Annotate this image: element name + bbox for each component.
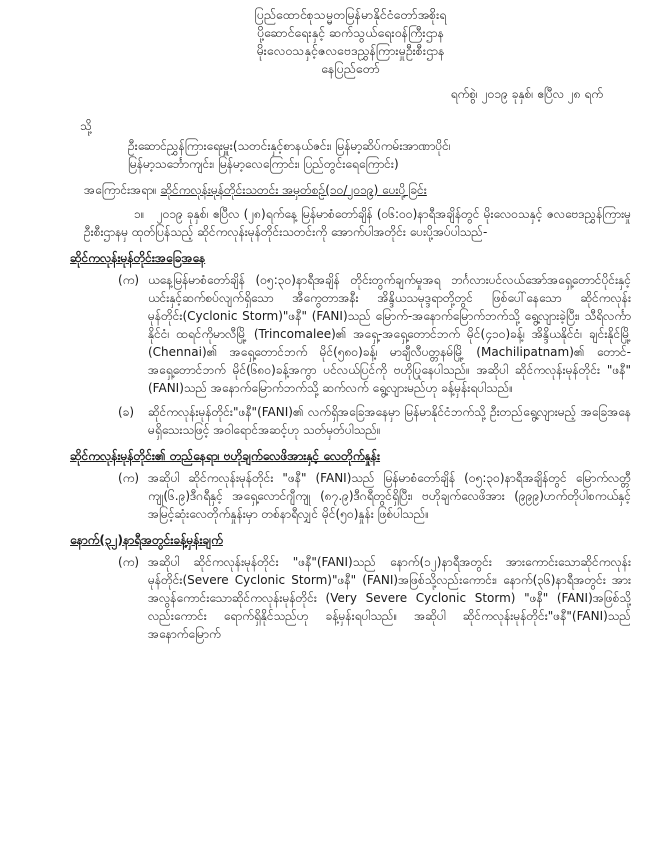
section-title-forecast: နောက်(၃၂)နာရီအတွင်းခန့်မှန်းချက် [70, 532, 223, 547]
subject-text: ဆိုင်ကလုန်းမုန်တိုင်းသတင်း အမှတ်စဉ်(၁၀/၂၀၁၉) ပေးပို့ခြင်း [160, 182, 427, 197]
to-label: သို့ [80, 118, 92, 133]
letter-date: ရက်စွဲ၊ ၂၀၁၉ ခုနှစ်၊ ဧပြီလ ၂၈ ရက် [450, 86, 603, 101]
item-number: (ခ) [118, 404, 135, 419]
section-title-position: ဆိုင်ကလုန်းမုန်တိုင်း၏ တည်နေရာ၊ ဗဟိုချက်လေဖိအားနှင့် လေတိုက်နှုန်း [70, 448, 381, 463]
intro-paragraph [84, 205, 631, 241]
letterhead-city: နေပြည်တော် [321, 61, 380, 77]
item-number: (က) [118, 554, 140, 569]
intro-number: ၁။ [134, 206, 145, 221]
item-text: အဆိုပါ ဆိုင်ကလုန်းမုန်တိုင်း "ဖနီ" (FANI)သည် မြန်မာစံတော်ချိန် (၀၅:၃၀)နာရီအချိန်တွင် မြောက်လတ္တီကျု(၆.၉)ဒီဂရီနှင့် အရှေ့လောင်ဂျီကျု (၈၇.၉)ဒီဂရီတွင်ရှိပြီး၊ ဗဟိုချက်လေဖိအား (၉၉၉)ဟက်တိုပါစကယ်နှင့် အမြင့်ဆုံးလေတိုက်နှုန်းမှာ တစ်နာရီလျှင် မိုင်(၅၀)နှုန်း ဖြစ်ပါသည်။ [148, 470, 631, 521]
recipient-line-1: ဦးဆောင်ညွှန်ကြားရေးမှူး(သတင်းနှင့်စာနယ်ဇင်း၊ မြန်မာ့ဆိပ်ကမ်းအာဏာပိုင်၊ [128, 138, 451, 153]
recipient [128, 137, 621, 173]
list-item [118, 553, 631, 643]
section-title-status: ဆိုင်ကလုန်းမုန်တိုင်းအခြေအနေ [70, 250, 206, 265]
list-item [118, 271, 631, 397]
item-text: ယနေ့မြန်မာစံတော်ချိန် (၀၅:၃၀)နာရီအချိန် တိုင်းတွက်ချက်မှုအရ ဘင်္ဂလားပင်လယ်အော်အရှေ့တောင်ပိုင်းနှင့် ယင်းနှင့်ဆက်စပ်လျက်ရှိသော အီကွေတာအနီး အိန္ဒိယသမုဒ္ဒရာတို့တွင် ဖြစ်ပေါ်နေသော ဆိုင်ကလုန်းမုန်တိုင်း(Cyclonic Storm)"ဖနီ" (FANI)သည် မြောက်-အနောက်မြောက်ဘက်သို့ ရွေ့လျားခဲ့ပြီး၊ သီရိလင်္ကာနိုင်ငံ၊ ထရင်ကိုမာလီမြို့ (Trincomalee)၏ အရှေ့-အရှေ့တောင်ဘက် မိုင်(၄၁၀)ခန့်၊ အိန္ဒိယနိုင်ငံ၊ ချင်းနိုင်မြို့ (Chennai)၏ အရှေ့တောင်ဘက် မိုင်(၅၈၀)ခန့်၊ မာချီလီပတ္တနမ်မြို့ (Machilipatnam)၏ တောင်-အရှေ့တောင်ဘက် မိုင်(၆၈၀)ခန့်အကွာ ပင်လယ်ပြင်ကို ဗဟိုပြုနေပါသည်။ အဆိုပါ ဆိုင်ကလုန်းမုန်တိုင်း "ဖနီ"(FANI)သည် အနောက်မြောက်ဘက်သို့ ဆက်လက် ရွေ့လျားမည်ဟု ခန့်မှန်းရပါသည်။ [148, 272, 631, 395]
subject-line [84, 181, 631, 199]
item-text: အဆိုပါ ဆိုင်ကလုန်းမုန်တိုင်း "ဖနီ"(FANI)သည် နောက်(၁၂)နာရီအတွင်း အားကောင်းသောဆိုင်ကလုန်းမုန်တိုင်း(Severe Cyclonic Storm)"ဖနီ" (FANI)အဖြစ်သို့လည်းကောင်း၊ နောက်(၃၆)နာရီအတွင်း အားအလွန်ကောင်းသောဆိုင်ကလုန်းမုန်တိုင်း (Very Severe Cyclonic Storm) "ဖနီ" (FANI)အဖြစ်သို့လည်းကောင်း ရောက်ရှိနိုင်သည်ဟု ခန့်မှန်းရပါသည်။ အဆိုပါ ဆိုင်ကလုန်းမုန်တိုင်း"ဖနီ"(FANI)သည် အနောက်မြောက် [148, 554, 631, 641]
letterhead [70, 6, 631, 79]
list-item [118, 403, 631, 439]
letterhead-ministry: ပို့ဆောင်ရေးနှင့် ဆက်သွယ်ရေးဝန်ကြီးဌာန [256, 25, 445, 41]
subject-label: အကြောင်းအရာ။ [84, 182, 157, 197]
letterhead-government: ပြည်ထောင်စုသမ္မတမြန်မာနိုင်ငံတော်အစိုးရ [254, 7, 447, 22]
item-number: (က) [118, 470, 140, 485]
letterhead-department: မိုးလေဝသနှင့်ဇလဗေဒညွှန်ကြားမှုဦးစီးဌာန [256, 43, 445, 59]
item-text: ဆိုင်ကလုန်းမုန်တိုင်း"ဖနီ"(FANI)၏ လက်ရှိအခြေအနေမှာ မြန်မာနိုင်ငံဘက်သို့ ဦးတည်ရွေ့လျားမည့် အခြေအနေမရှိသေးသဖြင့် အဝါရောင်အဆင့်ဟု သတ်မှတ်ပါသည်။ [148, 404, 631, 437]
intro-text: ၂၀၁၉ ခုနှစ်၊ ဧပြီလ (၂၈)ရက်နေ့ မြန်မာစံတော်ချိန် (၀၆:၀၀)နာရီအချိန်တွင် မိုးလေဝသနှင့် ဇလဗေဒညွှန်ကြားမှုဦးစီးဌာနမှ ထုတ်ပြန်သည့် ဆိုင်ကလုန်းမုန်တိုင်းသတင်းကို အောက်ပါအတိုင်း ပေးပို့အပ်ပါသည်- [84, 206, 631, 239]
item-number: (က) [118, 272, 140, 287]
list-item [118, 469, 631, 523]
recipient-line-2: မြန်မာ့သင်္ဘောကျင်း၊ မြန်မာ့လေကြောင်း၊ ပြည်တွင်းရေကြောင်း) [128, 156, 399, 171]
